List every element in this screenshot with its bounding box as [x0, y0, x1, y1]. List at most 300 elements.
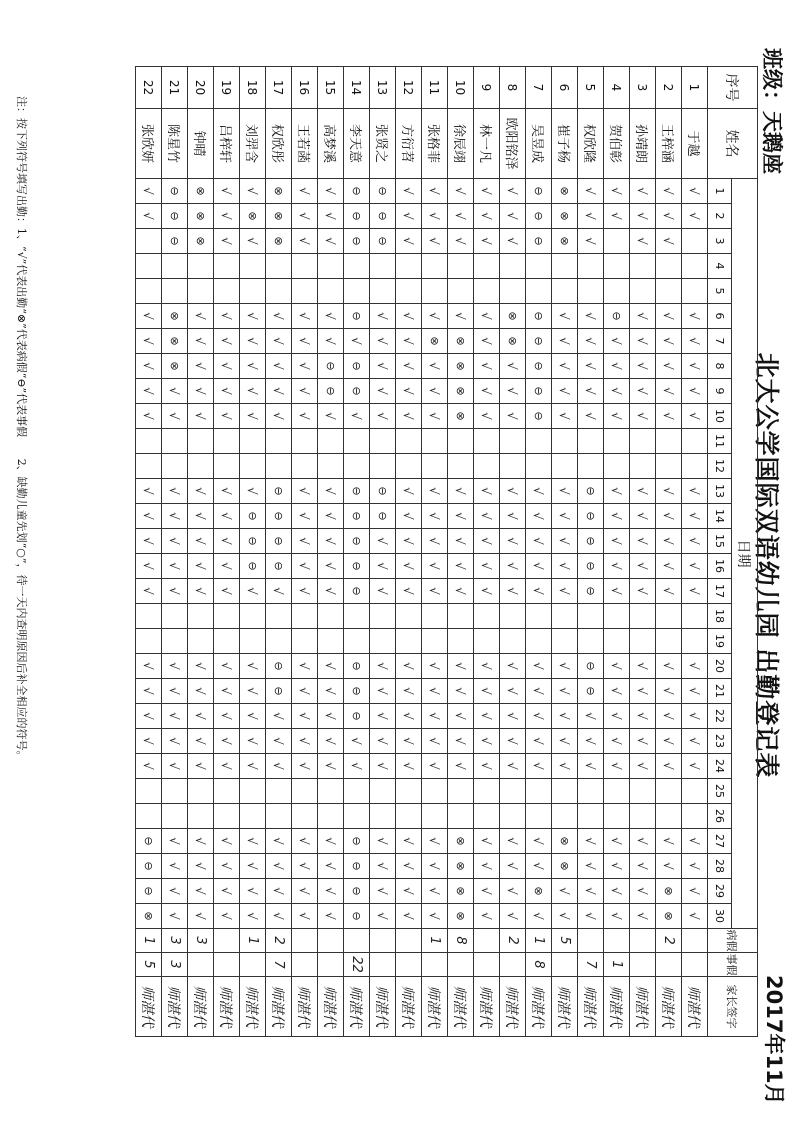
attendance-mark [422, 804, 448, 829]
attendance-mark [448, 454, 474, 479]
attendance-mark: √ [396, 354, 422, 379]
attendance-mark: √ [500, 704, 526, 729]
attendance-mark: ⊖ [578, 529, 604, 554]
attendance-mark: √ [578, 729, 604, 754]
attendance-mark: √ [630, 329, 656, 354]
attendance-mark [370, 454, 396, 479]
attendance-mark: ⊖ [162, 179, 188, 204]
attendance-mark: √ [474, 354, 500, 379]
day-header: 22 [708, 704, 732, 729]
seq-cell: 6 [552, 67, 578, 109]
personal-count-cell: 22 [344, 953, 370, 977]
attendance-mark: √ [162, 854, 188, 879]
day-header: 14 [708, 504, 732, 529]
attendance-mark [266, 779, 292, 804]
attendance-mark: ⊗ [448, 379, 474, 404]
legend-note-1: 注：按下列符号填写出勤：1、“√”代表出勤“⊗”代表病假“⊖”代表事假 [15, 96, 28, 438]
name-cell: 吕梓轩 [214, 109, 240, 179]
attendance-mark: √ [474, 554, 500, 579]
attendance-mark: √ [500, 404, 526, 429]
attendance-mark: √ [162, 479, 188, 504]
attendance-mark: √ [422, 379, 448, 404]
attendance-mark: √ [136, 179, 162, 204]
attendance-mark: √ [396, 679, 422, 704]
sick-count-cell: 1 [136, 929, 162, 953]
attendance-mark: ⊗ [552, 829, 578, 854]
attendance-mark: √ [370, 329, 396, 354]
attendance-mark: √ [422, 654, 448, 679]
table-row [682, 67, 708, 1037]
sick-count-cell [682, 929, 708, 953]
attendance-mark: √ [214, 579, 240, 604]
attendance-mark [448, 254, 474, 279]
seq-cell: 16 [292, 67, 318, 109]
attendance-mark: √ [214, 829, 240, 854]
attendance-mark: √ [240, 904, 266, 929]
day-header: 1 [708, 179, 732, 204]
attendance-mark: √ [318, 704, 344, 729]
attendance-mark: √ [396, 829, 422, 854]
attendance-mark [604, 254, 630, 279]
parent-signature: 师湛代 [370, 977, 396, 1037]
parent-signature: 师湛代 [292, 977, 318, 1037]
attendance-mark [136, 254, 162, 279]
attendance-mark: ⊖ [526, 354, 552, 379]
attendance-mark: ⊗ [162, 329, 188, 354]
attendance-mark: √ [630, 579, 656, 604]
seq-cell: 19 [214, 67, 240, 109]
attendance-mark: ⊗ [526, 879, 552, 904]
seq-cell: 8 [500, 67, 526, 109]
attendance-mark: √ [630, 754, 656, 779]
attendance-mark: √ [448, 704, 474, 729]
attendance-mark: √ [552, 304, 578, 329]
attendance-mark: √ [240, 579, 266, 604]
sick-count-cell [370, 929, 396, 953]
attendance-mark: √ [136, 754, 162, 779]
attendance-mark: √ [526, 904, 552, 929]
attendance-mark [370, 279, 396, 304]
attendance-mark [396, 779, 422, 804]
attendance-mark [344, 454, 370, 479]
sick-count-cell: 2 [656, 929, 682, 953]
day-header: 30 [708, 904, 732, 929]
attendance-mark: ⊗ [552, 204, 578, 229]
attendance-mark: √ [422, 829, 448, 854]
attendance-mark: √ [370, 679, 396, 704]
attendance-mark: √ [526, 704, 552, 729]
day-header: 6 [708, 304, 732, 329]
attendance-mark: √ [552, 579, 578, 604]
attendance-mark: √ [630, 554, 656, 579]
attendance-mark: ⊖ [266, 479, 292, 504]
attendance-mark [370, 629, 396, 654]
parent-signature: 师湛代 [474, 977, 500, 1037]
attendance-mark [396, 454, 422, 479]
attendance-mark: √ [682, 504, 708, 529]
attendance-mark: ⊗ [656, 879, 682, 904]
year-month: 2017年11月 [762, 975, 786, 1105]
attendance-mark: √ [240, 729, 266, 754]
attendance-mark: √ [188, 829, 214, 854]
table-row [344, 67, 370, 1037]
seq-cell: 12 [396, 67, 422, 109]
attendance-mark [240, 604, 266, 629]
attendance-mark: √ [318, 679, 344, 704]
attendance-mark: √ [500, 654, 526, 679]
day-header: 15 [708, 529, 732, 554]
attendance-mark: ⊖ [344, 229, 370, 254]
attendance-mark [604, 229, 630, 254]
attendance-mark: √ [448, 504, 474, 529]
parent-signature: 师湛代 [188, 977, 214, 1037]
attendance-mark: √ [552, 529, 578, 554]
attendance-mark: √ [604, 504, 630, 529]
attendance-mark: ⊖ [526, 304, 552, 329]
header-row-days [708, 67, 732, 1037]
attendance-mark: √ [292, 529, 318, 554]
attendance-mark: √ [396, 179, 422, 204]
attendance-mark: √ [370, 829, 396, 854]
attendance-mark: √ [500, 904, 526, 929]
attendance-mark: ⊗ [162, 304, 188, 329]
attendance-mark: √ [292, 379, 318, 404]
legend-notes [14, 96, 30, 1096]
table-row [630, 67, 656, 1037]
attendance-mark: √ [500, 679, 526, 704]
attendance-mark [396, 804, 422, 829]
personal-count-cell [370, 953, 396, 977]
attendance-mark: ⊗ [188, 204, 214, 229]
attendance-mark: √ [656, 329, 682, 354]
attendance-mark: ⊖ [370, 504, 396, 529]
attendance-mark: √ [214, 379, 240, 404]
attendance-mark: √ [188, 554, 214, 579]
name-cell: 李天意 [344, 109, 370, 179]
attendance-mark: √ [136, 504, 162, 529]
attendance-mark: √ [500, 854, 526, 879]
attendance-mark: √ [266, 879, 292, 904]
attendance-mark: √ [578, 829, 604, 854]
attendance-mark [552, 779, 578, 804]
attendance-mark: ⊗ [448, 354, 474, 379]
attendance-mark: √ [448, 654, 474, 679]
attendance-mark: √ [630, 704, 656, 729]
name-header: 姓名 [708, 109, 758, 179]
attendance-mark: √ [318, 204, 344, 229]
attendance-mark [604, 804, 630, 829]
attendance-mark: √ [604, 179, 630, 204]
attendance-mark: √ [266, 304, 292, 329]
table-row [266, 67, 292, 1037]
attendance-mark: √ [318, 479, 344, 504]
attendance-mark [240, 779, 266, 804]
seq-cell: 10 [448, 67, 474, 109]
attendance-mark: ⊖ [344, 579, 370, 604]
attendance-mark [292, 279, 318, 304]
attendance-mark: ⊗ [500, 329, 526, 354]
attendance-mark: ⊖ [344, 854, 370, 879]
attendance-mark [656, 454, 682, 479]
attendance-mark: √ [630, 479, 656, 504]
attendance-mark: ⊗ [448, 829, 474, 854]
attendance-mark [552, 454, 578, 479]
attendance-mark: √ [682, 529, 708, 554]
attendance-mark: √ [240, 304, 266, 329]
attendance-mark: √ [526, 479, 552, 504]
attendance-mark: √ [422, 479, 448, 504]
attendance-mark: √ [604, 479, 630, 504]
attendance-mark: √ [266, 729, 292, 754]
day-header: 26 [708, 804, 732, 829]
personal-count-cell [396, 953, 422, 977]
attendance-mark: √ [422, 179, 448, 204]
attendance-mark [474, 279, 500, 304]
date-header: 日期 [732, 179, 758, 929]
attendance-mark: √ [604, 879, 630, 904]
attendance-mark: √ [396, 879, 422, 904]
personal-count-cell [292, 953, 318, 977]
attendance-mark [188, 629, 214, 654]
attendance-mark: √ [630, 679, 656, 704]
attendance-mark [474, 804, 500, 829]
attendance-mark [630, 604, 656, 629]
attendance-mark: √ [214, 354, 240, 379]
attendance-mark: √ [396, 479, 422, 504]
attendance-mark: √ [266, 379, 292, 404]
attendance-mark: √ [422, 304, 448, 329]
sick-count-cell [344, 929, 370, 953]
attendance-mark [318, 454, 344, 479]
attendance-mark: √ [422, 504, 448, 529]
attendance-mark: √ [396, 204, 422, 229]
attendance-mark: √ [604, 679, 630, 704]
attendance-mark: √ [500, 579, 526, 604]
attendance-mark: √ [240, 329, 266, 354]
attendance-mark: √ [266, 329, 292, 354]
personal-count-cell: 7 [578, 953, 604, 977]
attendance-mark [162, 629, 188, 654]
parent-signature: 师湛代 [682, 977, 708, 1037]
attendance-mark: √ [552, 654, 578, 679]
attendance-mark [656, 804, 682, 829]
sick-count-cell: 1 [240, 929, 266, 953]
sick-count-cell: 3 [162, 929, 188, 953]
personal-count-cell: 5 [136, 953, 162, 977]
attendance-mark [448, 804, 474, 829]
attendance-mark: √ [344, 404, 370, 429]
attendance-mark: √ [474, 379, 500, 404]
attendance-mark: ⊖ [240, 554, 266, 579]
attendance-mark: √ [240, 404, 266, 429]
attendance-mark [474, 429, 500, 454]
attendance-mark [162, 804, 188, 829]
attendance-mark: √ [292, 329, 318, 354]
attendance-mark: √ [136, 379, 162, 404]
attendance-mark: √ [188, 304, 214, 329]
attendance-mark: √ [448, 679, 474, 704]
attendance-mark [682, 454, 708, 479]
attendance-mark [292, 454, 318, 479]
attendance-mark: ⊖ [578, 479, 604, 504]
attendance-mark: ⊖ [344, 354, 370, 379]
attendance-mark: √ [578, 754, 604, 779]
attendance-mark: √ [318, 579, 344, 604]
personal-count-cell [448, 953, 474, 977]
attendance-mark: √ [526, 654, 552, 679]
attendance-mark: √ [500, 229, 526, 254]
attendance-mark [656, 779, 682, 804]
attendance-mark: √ [318, 854, 344, 879]
parent-signature: 师湛代 [214, 977, 240, 1037]
attendance-mark [500, 429, 526, 454]
attendance-mark: √ [396, 379, 422, 404]
attendance-mark [292, 779, 318, 804]
attendance-mark: √ [526, 579, 552, 604]
attendance-mark: √ [656, 679, 682, 704]
sick-count-cell: 2 [500, 929, 526, 953]
attendance-mark [370, 604, 396, 629]
attendance-mark [682, 604, 708, 629]
attendance-mark: √ [162, 554, 188, 579]
day-header: 25 [708, 779, 732, 804]
attendance-mark: ⊖ [344, 904, 370, 929]
attendance-mark [214, 279, 240, 304]
attendance-mark [604, 279, 630, 304]
attendance-mark [656, 429, 682, 454]
attendance-mark: √ [682, 179, 708, 204]
attendance-mark: √ [188, 404, 214, 429]
attendance-mark [448, 279, 474, 304]
attendance-mark: √ [370, 554, 396, 579]
attendance-mark [266, 629, 292, 654]
attendance-mark: √ [422, 854, 448, 879]
attendance-mark: √ [656, 579, 682, 604]
personal-count-cell: 1 [604, 953, 630, 977]
attendance-mark [604, 429, 630, 454]
attendance-mark: ⊗ [136, 904, 162, 929]
attendance-mark: √ [188, 354, 214, 379]
attendance-mark: √ [682, 879, 708, 904]
attendance-mark [266, 454, 292, 479]
attendance-mark: √ [214, 729, 240, 754]
attendance-mark: √ [448, 754, 474, 779]
attendance-mark: √ [526, 529, 552, 554]
personal-count-cell [474, 953, 500, 977]
attendance-mark: ⊗ [266, 229, 292, 254]
name-cell: 贺伯彰 [604, 109, 630, 179]
attendance-mark: √ [474, 504, 500, 529]
personal-count-cell [214, 953, 240, 977]
attendance-mark: ⊖ [240, 529, 266, 554]
attendance-mark: ⊖ [266, 504, 292, 529]
header-row-top [732, 67, 758, 1037]
attendance-mark [682, 629, 708, 654]
attendance-mark: √ [214, 679, 240, 704]
attendance-mark: √ [266, 704, 292, 729]
attendance-mark: √ [396, 229, 422, 254]
personal-count-cell [552, 953, 578, 977]
attendance-mark: √ [682, 554, 708, 579]
attendance-mark: √ [162, 754, 188, 779]
attendance-mark: √ [162, 879, 188, 904]
attendance-mark: √ [474, 579, 500, 604]
attendance-mark: ⊗ [552, 854, 578, 879]
attendance-mark: √ [396, 404, 422, 429]
sick-count-cell: 2 [266, 929, 292, 953]
attendance-mark: √ [188, 329, 214, 354]
sick-count-cell: 1 [526, 929, 552, 953]
parent-signature: 师湛代 [266, 977, 292, 1037]
sick-count-cell: 1 [422, 929, 448, 953]
attendance-mark [136, 629, 162, 654]
attendance-mark [422, 604, 448, 629]
attendance-mark: √ [370, 704, 396, 729]
attendance-mark: √ [214, 229, 240, 254]
attendance-mark: √ [266, 404, 292, 429]
attendance-mark: √ [526, 554, 552, 579]
attendance-mark: √ [448, 229, 474, 254]
seq-cell: 21 [162, 67, 188, 109]
name-cell: 吴昱成 [526, 109, 552, 179]
day-header: 23 [708, 729, 732, 754]
attendance-mark: √ [682, 704, 708, 729]
attendance-mark: √ [630, 304, 656, 329]
attendance-mark [526, 254, 552, 279]
day-header: 4 [708, 254, 732, 279]
attendance-mark: √ [396, 504, 422, 529]
parent-signature: 师湛代 [240, 977, 266, 1037]
attendance-mark: √ [630, 879, 656, 904]
attendance-mark: ⊖ [266, 529, 292, 554]
attendance-mark: √ [214, 904, 240, 929]
class-label: 班级：天鹅座 [760, 48, 784, 174]
attendance-mark [682, 254, 708, 279]
attendance-mark [396, 629, 422, 654]
attendance-mark [136, 429, 162, 454]
attendance-mark [422, 454, 448, 479]
attendance-mark: ⊖ [370, 479, 396, 504]
attendance-mark [630, 429, 656, 454]
name-cell: 张欣妍 [136, 109, 162, 179]
day-header: 3 [708, 229, 732, 254]
attendance-mark: √ [604, 579, 630, 604]
attendance-mark: √ [474, 829, 500, 854]
seq-cell: 7 [526, 67, 552, 109]
attendance-mark [240, 804, 266, 829]
attendance-mark: √ [656, 829, 682, 854]
attendance-mark: √ [656, 179, 682, 204]
attendance-mark: √ [500, 529, 526, 554]
attendance-mark: √ [630, 229, 656, 254]
attendance-mark: ⊖ [604, 304, 630, 329]
attendance-mark: √ [318, 754, 344, 779]
table-row [240, 67, 266, 1037]
attendance-mark: √ [500, 204, 526, 229]
attendance-mark [292, 629, 318, 654]
attendance-mark [214, 804, 240, 829]
attendance-mark: √ [422, 404, 448, 429]
sick-count-cell: 8 [448, 929, 474, 953]
attendance-mark: √ [552, 754, 578, 779]
attendance-mark: √ [656, 479, 682, 504]
attendance-mark: √ [266, 829, 292, 854]
attendance-mark: √ [136, 304, 162, 329]
attendance-mark: √ [188, 479, 214, 504]
attendance-mark [500, 779, 526, 804]
table-row [214, 67, 240, 1037]
parent-signature: 师湛代 [344, 977, 370, 1037]
